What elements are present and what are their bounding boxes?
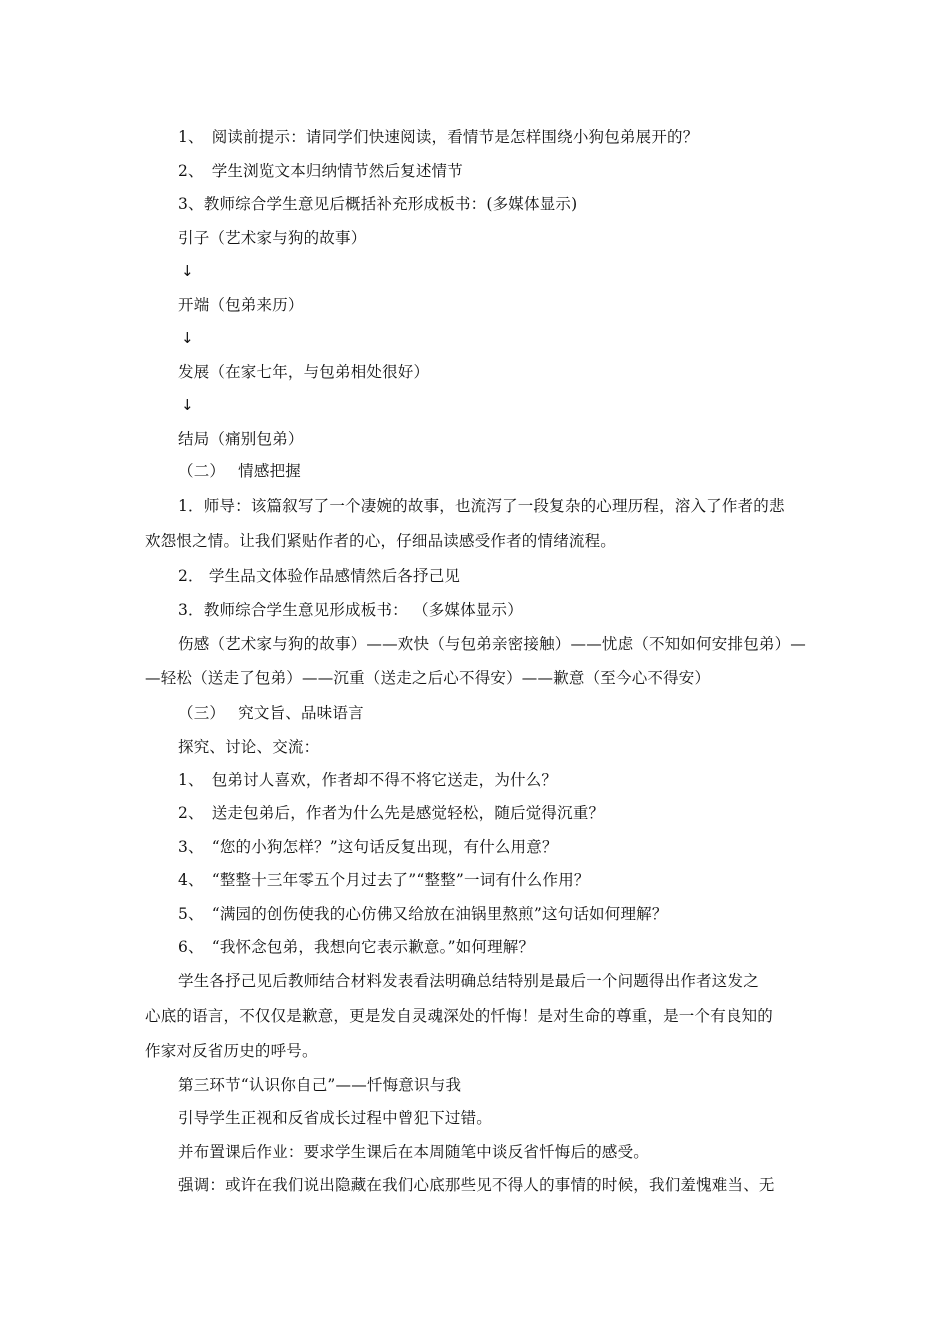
conclusion-line-2: 心底的语言，不仅仅是歉意，更是发自灵魂深处的忏悔！是对生命的尊重，是一个有良知的 xyxy=(145,1007,774,1025)
emotion-step-2: 2． 学生品文体验作品感情然后各抒己见 xyxy=(178,567,461,585)
question-5: 5、 “满园的创伤使我的心仿佛又给放在油锅里熬煎”这句话如何理解？ xyxy=(178,905,668,923)
plot-ending: 结局（痛别包弟） xyxy=(178,430,304,448)
plot-beginning: 开端（包弟来历） xyxy=(178,296,304,314)
question-3: 3、 “您的小狗怎样？”这句话反复出现，有什么用意？ xyxy=(178,838,558,856)
down-arrow-icon: ↓ xyxy=(181,396,194,414)
step-2-retell-plot: 2、 学生浏览文本归纳情节然后复述情节 xyxy=(178,162,463,180)
plot-intro: 引子（艺术家与狗的故事） xyxy=(178,229,367,247)
emphasis: 强调：或许在我们说出隐藏在我们心底那些见不得人的事情的时候，我们羞愧难当、无 xyxy=(178,1176,775,1194)
question-1: 1、 包弟讨人喜欢，作者却不得不将它送走，为什么？ xyxy=(178,771,558,789)
down-arrow-icon: ↓ xyxy=(181,262,194,280)
discussion-intro: 探究、讨论、交流： xyxy=(178,738,320,756)
conclusion-line-1: 学生各抒己见后教师结合材料发表看法明确总结特别是最后一个问题得出作者这发之 xyxy=(178,972,759,990)
question-4: 4、 “整整十三年零五个月过去了”“整整”一词有什么作用？ xyxy=(178,871,590,889)
conclusion-line-3: 作家对反省历史的呼号。 xyxy=(145,1042,318,1060)
emotion-intro-line-2: 欢怨恨之情。让我们紧贴作者的心，仔细品读感受作者的情绪流程。 xyxy=(145,532,617,550)
plot-development: 发展（在家七年，与包弟相处很好） xyxy=(178,363,430,381)
emotion-flow-line-2: —轻松（送走了包弟）——沉重（送走之后心不得安）——歉意（至今心不得安） xyxy=(145,669,711,687)
question-2: 2、 送走包弟后，作者为什么先是感觉轻松，随后觉得沉重？ xyxy=(178,804,605,822)
section-2-heading: （二） 情感把握 xyxy=(178,462,301,480)
guide-students: 引导学生正视和反省成长过程中曾犯下过错。 xyxy=(178,1109,493,1127)
down-arrow-icon: ↓ xyxy=(181,329,194,347)
question-6: 6、 “我怀念包弟，我想向它表示歉意。”如何理解？ xyxy=(178,938,535,956)
emotion-flow-line-1: 伤感（艺术家与狗的故事）——欢快（与包弟亲密接触）——忧虑（不知如何安排包弟）— xyxy=(178,635,807,653)
section-3-heading: （三） 究文旨、品味语言 xyxy=(178,704,364,722)
step-1-reading-hint: 1、 阅读前提示：请同学们快速阅读，看情节是怎样围绕小狗包弟展开的？ xyxy=(178,128,699,146)
stage-3-heading: 第三环节“认识你自己”——忏悔意识与我 xyxy=(178,1076,462,1094)
emotion-intro-line-1: 1．师导：该篇叙写了一个凄婉的故事，也流泻了一段复杂的心理历程，溶入了作者的悲 xyxy=(178,497,785,515)
homework: 并布置课后作业：要求学生课后在本周随笔中谈反省忏悔后的感受。 xyxy=(178,1143,650,1161)
emotion-step-3: 3．教师综合学生意见形成板书： （多媒体显示） xyxy=(178,601,523,619)
step-3-blackboard: 3、教师综合学生意见后概括补充形成板书：(多媒体显示) xyxy=(178,195,578,213)
